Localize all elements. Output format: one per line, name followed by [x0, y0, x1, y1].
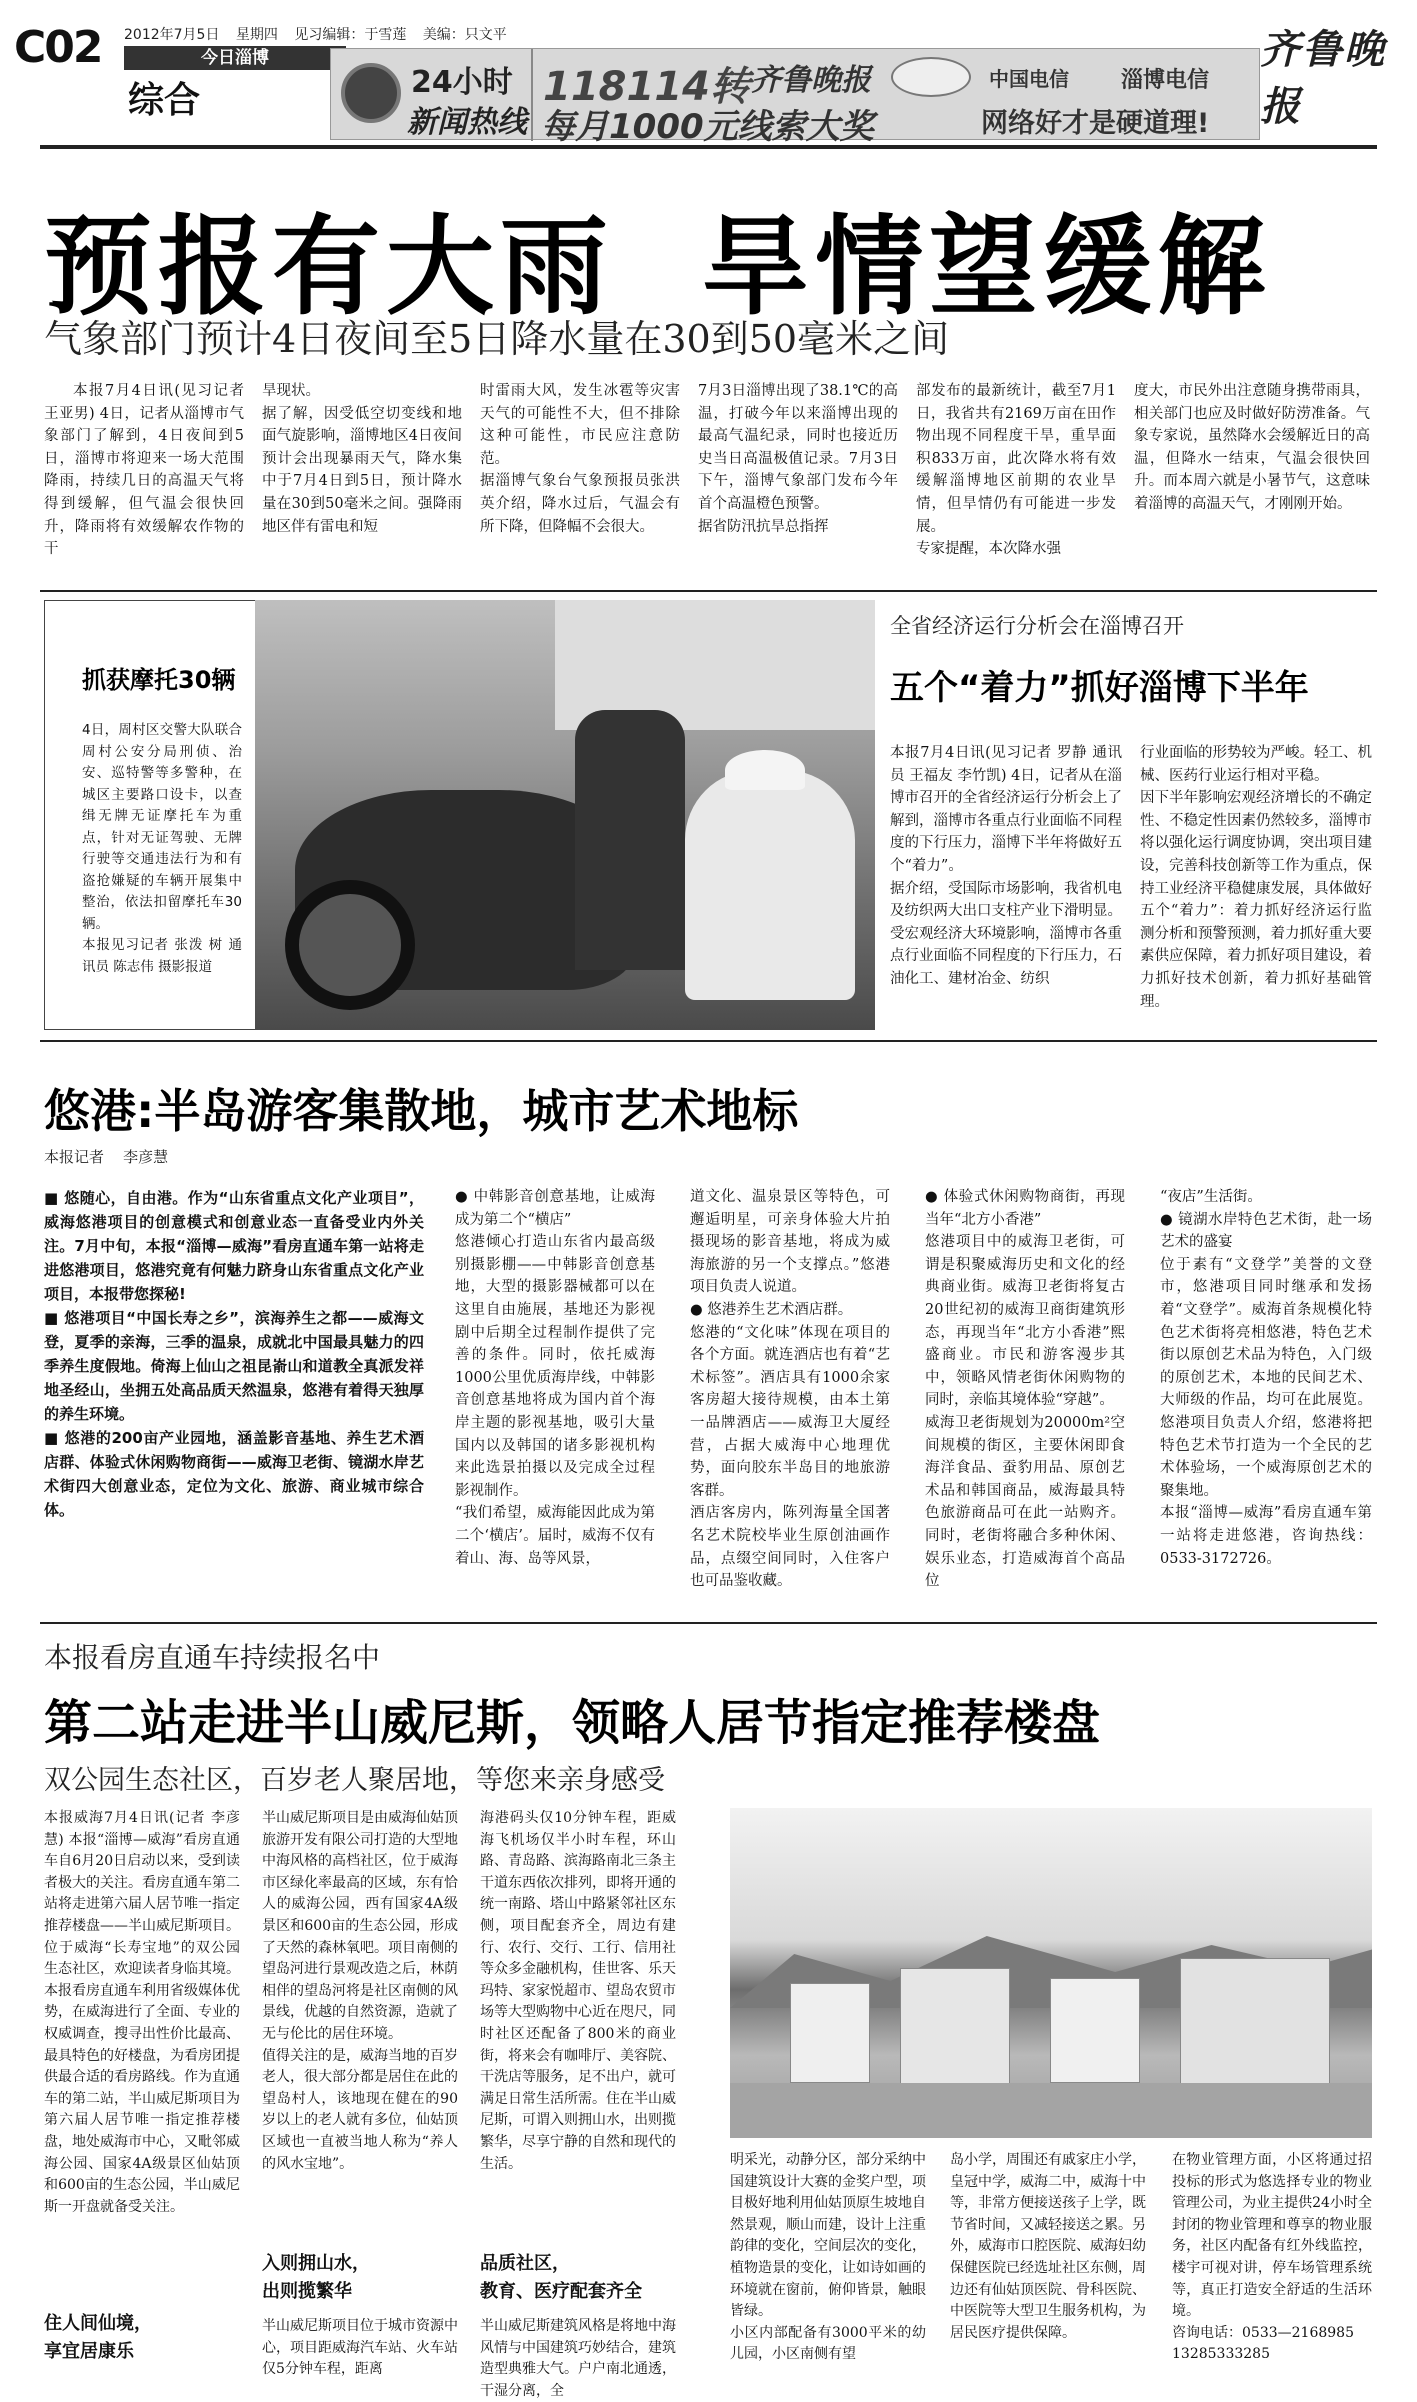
- weinisi-col-3-heading: 品质社区， 教育、医疗配套齐全: [480, 2253, 642, 2302]
- econ-col-2: 行业面临的形势较为严峻。轻工、机械、医药行业运行相对平稳。 因下半年影响宏观经济增长的不确定性、不稳定性因素仍然较多，淄博市将以强化运行调度协调，突出项目建设，完善科技创新等工作为重点，保持工业经济平稳健康发展，具体做好五个“着力”：着力抓好经济运行监测分析和预警预测，着力抓好重大要素供应保障，着力抓好项目建设，着力抓好技术创新，着力抓好基础管理。: [1140, 745, 1372, 1010]
- photo-officer-2: [685, 770, 855, 1000]
- page-number: C02: [14, 22, 102, 73]
- hotline-bottom: 新闻热线: [407, 105, 527, 140]
- render-ground: [730, 2083, 1372, 2138]
- banner-paper-logo: 齐鲁晚报: [751, 63, 871, 98]
- weinisi-col-2-heading: 入则拥山水， 出则揽繁华: [262, 2253, 370, 2302]
- econ-kicker: 全省经济运行分析会在淄博召开: [890, 614, 1184, 638]
- hotline-promo: 每月1000元线索大奖: [541, 107, 874, 147]
- yougang-col-2: ● 中韩影音创意基地，让威海成为第二个“横店” 悠港倾心打造山东省内最高级别摄影棚——中韩影音创意基地，大型的摄影器械都可以在这里自由施展，基地还为影视剧中后期全过程制作提供了完善的条件。同时，依托威海1000公里优质海岸线，中韩影音创意基地将成为国内首个海岸主题的影视基地，吸引大量国内以及韩国的诸多影视机构来此选景拍摄以及完成全过程影视制作。 “我们希望，威海能因此成为第二个‘横店’。届时，威海不仅有着山、海、岛等风景，: [455, 1189, 655, 1567]
- yougang-col-4: ● 体验式休闲购物商街，再现当年“北方小香港” 悠港项目中的威海卫老街，可谓是积聚威海历史和文化的经典商业街。威海卫老街将复古20世纪初的威海卫商街建筑形态，再现当年“北方小香港”熙盛商业。市民和游客漫步其中，领略风情老街休闲购物的同时，亲临其境体验“穿越”。 威海卫老街规划为20000m²空间规模的街区，主要休闲即食海洋食品、蚕豹用品、原创艺术品和韩国商品，威海最具特色旅游商品可在此一站购齐。同时，老街将融合多种休闲、娱乐业态，打造威海首个高品位: [925, 1189, 1125, 1590]
- designer: 美编：只文平: [422, 27, 507, 43]
- city-telecom-logo: 淄博电信: [1121, 68, 1210, 93]
- lead-col-2: 旱现状。 据了解，因受低空切变线和地面气旋影响，淄博地区4日夜间预计会出现暴雨天气，降水集中于7月4日到5日，预计降水量在30到50毫米之间。强降雨地区伴有雷电和短: [262, 383, 462, 535]
- yougang-byline: 本报记者 李彦慧: [44, 1148, 169, 1166]
- banner-slogan: 网络好才是硬道理!: [981, 108, 1210, 139]
- render-building-3: [1050, 1978, 1140, 2083]
- render-building-2: [900, 1968, 1010, 2088]
- lead-headline: 预报有大雨 旱情望缓解: [44, 205, 1272, 330]
- hotline-banner: [330, 48, 1260, 147]
- lead-subhead: 气象部门预计4日夜间至5日降水量在30到50毫米之间: [44, 317, 950, 361]
- weinisi-col-6: 在物业管理方面，小区将通过招投标的形式为悠选择专业的物业管理公司，为业主提供24小时全封闭的物业管理和尊享的物业服务，社区内配备有红外线监控，楼宇可视对讲，停车场管理系统等，真正打造安全舒适的生活环境。 咨询电话：0533—2168985 13285333285: [1172, 2152, 1372, 2363]
- date-line: [124, 24, 507, 44]
- yougang-col-5: “夜店”生活街。 ● 镜湖水岸特色艺术街，赴一场艺术的盛宴 位于素有“文登学”美誉的文登市，悠港项目同时继承和发扬着“文登学”。威海首条规模化特色艺术街将亮相悠港，特色艺术街以原创艺术品为特色，入门级的原创艺术，本地的民间艺术、大师级的作品，均可在此展览。悠港项目负责人介绍，悠港将把特色艺术节打造为一个全民的艺术体验场，一个威海原创艺术的聚集地。 本报“淄博—威海”看房直通车第一站将走进悠港，咨询热线：0533-3172726。: [1160, 1189, 1372, 1567]
- econ-col-1: 本报7月4日讯(见习记者 罗静 通讯员 王福友 李竹凯) 4日，记者从在淄博市召开的全省经济运行分析会上了解到，淄博市各重点行业面临不同程度的下行压力，淄博下半年将做好五个“着力”。 据介绍，受国际市场影响，我省机电及纺织两大出口支柱产业下滑明显。 受宏观经济大环境影响，淄博市各重点行业面临不同程度的下行压力，石油化工、建材冶金、纺织: [890, 745, 1122, 987]
- tianyi-badge: [891, 57, 971, 97]
- weinisi-subhead: 双公园生态社区，百岁老人聚居地，等您来亲身感受: [44, 1765, 665, 1796]
- photo-officer-1: [575, 710, 685, 970]
- weinisi-headline: 第二站走进半山威尼斯，领略人居节指定推荐楼盘: [44, 1695, 1101, 1751]
- weinisi-col-4: 明采光，动静分区，部分采纳中国建筑设计大赛的金奖户型，项目极好地利用仙姑顶原生坡地自然景观，顺山而建，设计上注重韵律的变化，空间层次的变化，植物造景的变化，让如诗如画的环境就在窗前，俯仰皆景，触眼皆绿。 小区内部配备有3000平米的幼儿园，小区南侧有望: [730, 2152, 926, 2363]
- hotline-digits: 118114: [543, 64, 710, 110]
- weekday: 星期四: [235, 27, 278, 43]
- traffic-police-photo: [255, 600, 875, 1030]
- weinisi-col-2b: 半山威尼斯项目位于城市资源中心，项目距威海汽车站、火车站仅5分钟车程，距离: [262, 2318, 458, 2378]
- weinisi-col-1: 本报威海7月4日讯(记者 李彦慧) 本报“淄博—威海”看房直通车自6月20日启动以来，受到读者极大的关注。看房直通车第二站将走进第六届人居节唯一指定推荐楼盘——半山威尼斯项目。位于威海“长寿宝地”的双公园生态社区，欢迎读者身临其境。 本报看房直通车利用省级媒体优势，在威海进行了全面、专业的权威调查，搜寻出性价比最高、最具特色的好楼盘，为看房团提供最合适的看房路线。作为直通车的第二站，半山威尼斯项目为第六届人居节唯一指定推荐楼盘，地处威海市中心，又毗邻威海公园、国家4A级景区仙姑顶和600亩的生态公园，半山威尼斯一开盘就备受关注。: [44, 1810, 240, 2215]
- lead-col-6: 度大，市民外出注意随身携带雨具，相关部门也应及时做好防涝准备。气象专家说，虽然降水会缓解近日的高温，但降水一结束，气温会很快回升。而本周六就是小暑节气，这意味着淄博的高温天气，才刚刚开始。: [1134, 383, 1370, 512]
- section-tag: 今日淄博: [124, 46, 346, 70]
- econ-headline: 五个“着力”抓好淄博下半年: [890, 668, 1309, 708]
- photo-story-title: 抓获摩托30辆: [82, 666, 236, 694]
- weinisi-col-3: 海港码头仅10分钟车程，距威海飞机场仅半小时车程，环山路、青岛路、滨海路南北三条主干道东西依次排列，即将开通的统一南路、塔山中路紧邻社区东侧，项目配套齐全，周边有建行、农行、交行、工行、信用社等众多金融机构，佳世客、乐天玛特、家家悦超市、望岛农贸市场等大型购物中心近在咫尺，同时社区还配备了800米的商业街，将来会有咖啡厅、美容院、干洗店等服务，足不出户，就可满足日常生活所需。住在半山威尼斯，可谓入则拥山水，出则揽繁华，尽享宁静的自然和现代的生活。: [480, 1810, 676, 2172]
- phone-icon: [341, 63, 401, 123]
- weinisi-render-photo: [730, 1808, 1372, 2138]
- weinisi-col-3b: 半山威尼斯建筑风格是将地中海风情与中国建筑巧妙结合，建筑造型典雅大气。户户南北通透，干湿分离，全: [480, 2318, 676, 2399]
- section-title: 综合: [128, 80, 201, 121]
- weinisi-col-5: 岛小学，周围还有戚家庄小学，皇冠中学，威海二中，威海十中等，非常方便接送孩子上学，既节省时间，又减轻接送之累。另外，威海市口腔医院、威海妇幼保健医院已经选址社区东侧，周边还有仙姑顶医院、骨科医院、中医院等大型卫生服务机构，为居民医疗提供保障。: [950, 2152, 1146, 2341]
- yougang-col-1: ■ 悠随心，自由港。作为“山东省重点文化产业项目”，威海悠港项目的创意模式和创意业态一直备受业内外关注。7月中旬，本报“淄博—威海”看房直通车第一站将走进悠港项目，悠港究竟有何魅力跻身山东省重点文化产业项目，本报带您探秘! ■ 悠港项目“中国长寿之乡”，滨海养生之都——威海文登，夏季的亲海，三季的温泉，成就北中国最具魅力的四季养生度假地。倚海上仙山之祖昆嵛山和道教全真派发祥地圣经山，坐拥五处高品质天然温泉，悠港有着得天独厚的养生环境。 ■ 悠港的200亩产业园地，涵盖影音基地、养生艺术酒店群、体验式休闲购物商街——威海卫老街、镜湖水岸艺术街四大创意业态，定位为文化、旅游、商业城市综合体。: [44, 1189, 424, 1519]
- photo-wheel-left: [285, 880, 415, 1010]
- photo-officer-cap: [725, 750, 805, 790]
- weinisi-kicker: 本报看房直通车持续报名中: [44, 1641, 381, 1674]
- hotline-suffix: 转: [710, 64, 750, 110]
- lead-col-3: 时雷雨大风，发生冰雹等灾害天气的可能性不大，但不排除这种可能性，市民应注意防范。 据淄博气象台气象预报员张洪英介绍，降水过后，气温会有所下降，但降幅不会很大。: [480, 383, 680, 535]
- lead-col-4: 7月3日淄博出现了38.1℃的高温，打破今年以来淄博出现的最高气温纪录，同时也接近历史当日高温极值记录。7月3日下午，淄博气象部门发布今年首个高温橙色预警。 据省防汛抗旱总指挥: [698, 383, 898, 535]
- lead-col-1: 本报7月4日讯(见习记者 王亚男) 4日，记者从淄博市气象部门了解到，4日夜间到5日，淄博市将迎来一场大范围降雨，持续几日的高温天气将得到缓解，但气温会很快回升，降雨将有效缓解农作物的干: [44, 383, 244, 558]
- editor: 见习编辑：于雪莲: [294, 27, 407, 43]
- yougang-headline: 悠港:半岛游客集散地，城市艺术地标: [44, 1084, 799, 1138]
- weinisi-col-1-heading: 住人间仙境， 享宜居康乐: [44, 2313, 152, 2362]
- render-building-1: [790, 1983, 870, 2083]
- lead-col-5: 部发布的最新统计，截至7月1日，我省共有2169万亩在田作物出现不同程度干旱，重旱面积833万亩，此次降水将有效缓解淄博地区前期的农业旱情，但旱情仍有可能进一步发展。 专家提醒，本次降水强: [916, 383, 1116, 558]
- telecom-logo: 中国电信: [989, 67, 1069, 91]
- photo-story-text: 4日，周村区交警大队联合周村公安分局刑侦、治安、巡特警等多警种，在城区主要路口设卡，以查缉无牌无证摩托车为重点，针对无证驾驶、无牌行驶等交通违法行为和有盗抢嫌疑的车辆开展集中整治，依法扣留摩托车30辆。 本报见习记者 张泼 树 通讯员 陈志伟 摄影报道: [82, 722, 242, 975]
- weinisi-col-2: 半山威尼斯项目是由威海仙姑顶旅游开发有限公司打造的大型地中海风格的高档社区，位于威海市区绿化率最高的区域，东有恰人的威海公园，西有国家4A级景区和600亩的生态公园，形成了天然的森林氧吧。项目南侧的望岛河进行景观改造之后，林荫相伴的望岛河将是社区南侧的风景线，优越的自然资源，造就了无与伦比的居住环境。 值得关注的是，威海当地的百岁老人，很大部分都是居住在此的望岛村人，该地现在健在的90岁以上的老人就有多位，仙姑顶区域也一直被当地人称为“养人的风水宝地”。: [262, 1810, 458, 2172]
- date: 2012年7月5日: [124, 27, 220, 43]
- yougang-col-3: 道文化、温泉景区等特色，可邂逅明星，可亲身体验大片拍摄现场的影音基地，将成为威海旅游的另一个支撑点。”悠港项目负责人说道。 ● 悠港养生艺术酒店群。 悠港的“文化味”体现在项目的各个方面。就连酒店也有着“艺术标签”。酒店具有1000余家客房超大接待规模，由本土第一品牌酒店——威海卫大厦经营，占据大威海中心地理优势，面向胶东半岛目的地旅游客群。 酒店客房内，陈列海量全国著名艺术院校毕业生原创油画作品，点缀空间同时，入住客户也可品鉴收藏。: [690, 1189, 890, 1590]
- hotline-top: 24小时: [411, 65, 513, 100]
- paper-logo: 齐鲁晚报: [1260, 26, 1386, 130]
- render-building-4: [1180, 1958, 1330, 2088]
